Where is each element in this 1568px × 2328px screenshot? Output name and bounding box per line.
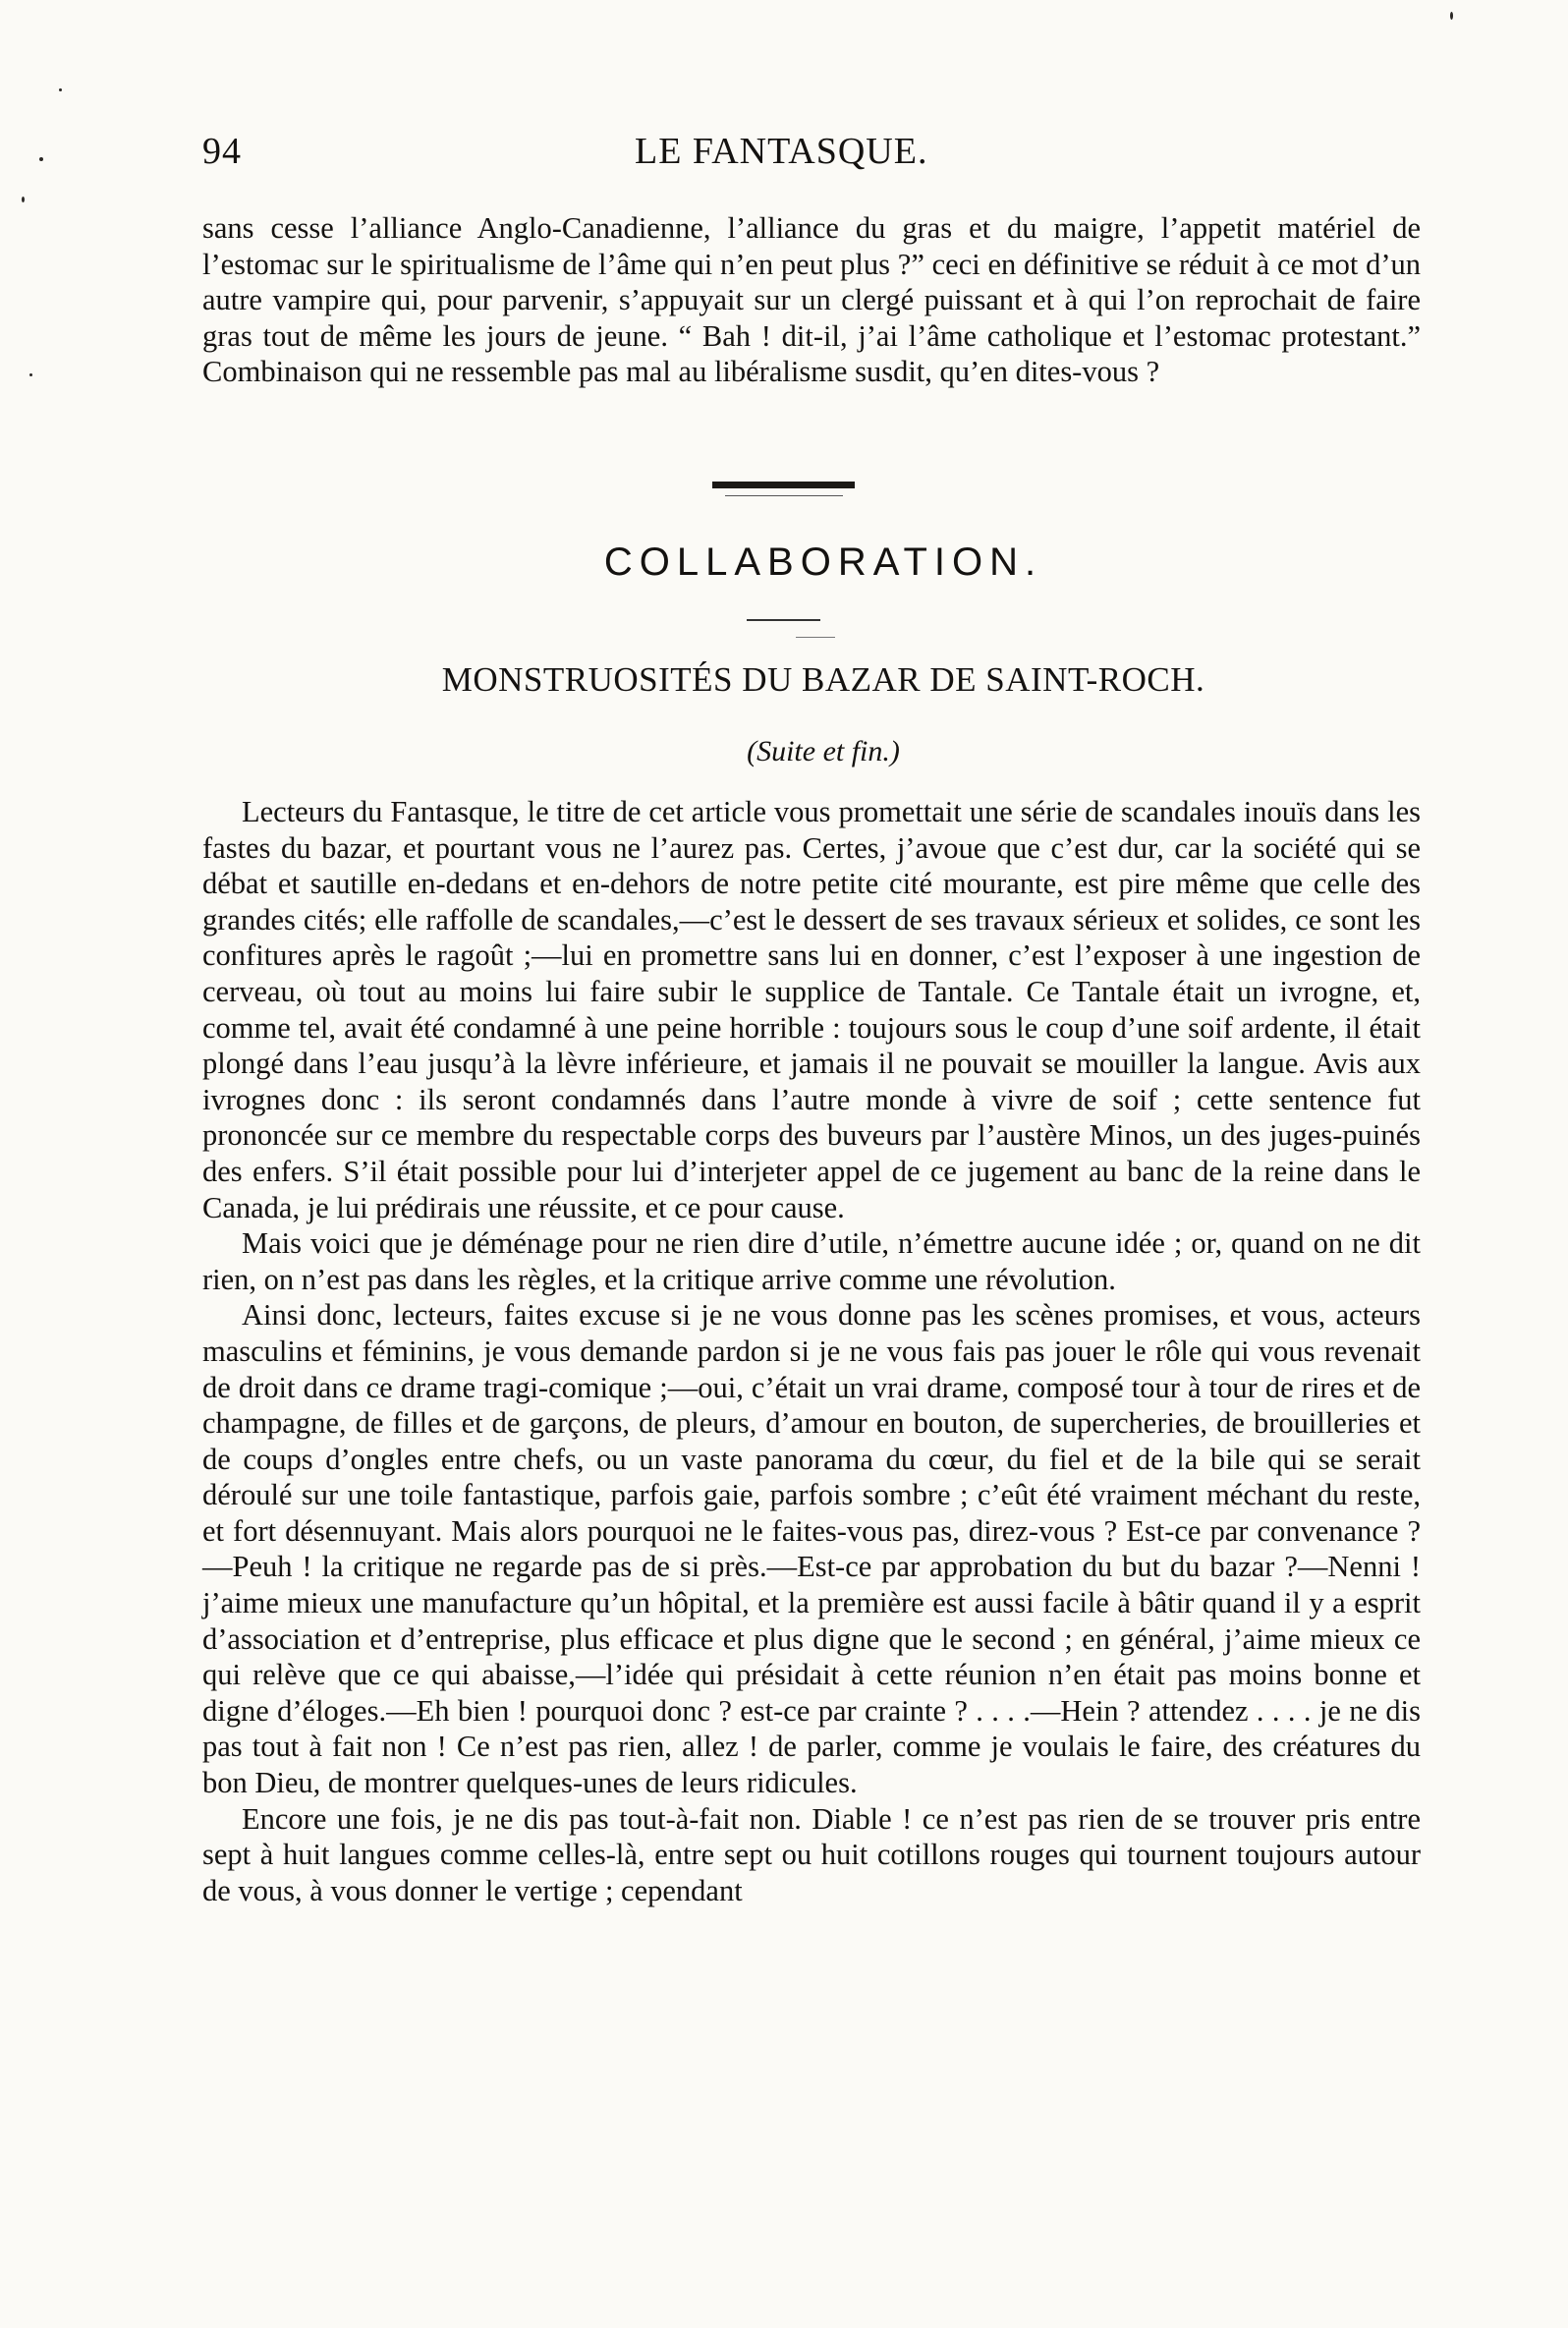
page-header (202, 130, 1185, 179)
top-paragraph: sans cesse l’alliance Anglo-Canadienne, l’alliance du gras et du maigre, l’appetit matériel de l’estomac sur le spiritualisme de l’âme qui n’en peut plus ?” ceci en définitive se réduit à ce mot d’un autre vampire qui, pour parvenir, s’appuyait sur un clergé puissant et à qui l’on reprochait de faire gras tout de même les jours de jeune. “ Bah ! dit-il, j’ai l’âme catholique et l’estomac protestant.” Combinaison qui ne ressemble pas mal au libéralisme susdit, qu’en dites-vous ? (202, 211, 1421, 389)
body-paragraph-2: Mais voici que je déménage pour ne rien dire d’utile, n’émettre aucune idée ; or, quand on ne dit rien, on n’est pas dans les règles, et la critique arrive comme une révolution. (202, 1226, 1421, 1296)
article-body (202, 794, 1421, 1908)
section-divider-thin (725, 495, 843, 496)
title-divider-dot (796, 637, 835, 638)
ink-speck (29, 373, 32, 376)
article-subtitle: (Suite et fin.) (747, 735, 900, 767)
body-paragraph-4: Encore une fois, je ne dis pas tout-à-fait non. Diable ! ce n’est pas rien de se trouver pris entre sept à huit langues comme celles-là, entre sept ou huit cotillons rouges qui tournent toujours autour de vous, à vous donner le vertige ; cependant (202, 1801, 1421, 1907)
title-divider (747, 619, 820, 621)
body-paragraph-1: Lecteurs du Fantasque, le titre de cet article vous promettait une série de scandales inouïs dans les fastes du bazar, et pourtant vous ne l’aurez pas. Certes, j’avoue que c’est dur, car la société qui se débat et sautille en-dedans et en-dehors de notre petite cité mourante, est pire même que celle des grandes cités; elle raffolle de scandales,—c’est le dessert de ses travaux sérieux et solides, ce sont les confitures après le ragoût ;—lui en promettre sans lui en donner, c’est l’exposer à une ingestion de cerveau, où tout au moins lui faire subir le supplice de Tantale. Ce Tantale était un ivrogne, et, comme tel, avait été condamné à une peine horrible : toujours sous le coup d’une soif ardente, il était plongé dans l’eau jusqu’à la lèvre inférieure, et jamais il ne pouvait se mouiller la langue. Avis aux ivrognes donc : ils seront condamnés dans l’autre monde à vivre de soif ; cette sentence fut prononcée sur ce membre du respectable corps des buveurs par l’austère Minos, un des juges-puinés des enfers. S’il était possible pour lui d’interjeter appel de ce jugement au banc de la reine dans le Canada, je lui prédirais une réussite, et ce pour cause. (202, 795, 1421, 1224)
ink-speck (39, 157, 43, 161)
running-head: LE FANTASQUE. (635, 131, 928, 172)
top-text-block (202, 210, 1421, 390)
section-divider (712, 482, 855, 488)
article-title: MONSTRUOSITÉS DU BAZAR DE SAINT-ROCH. (441, 660, 1205, 699)
ink-speck (1450, 12, 1453, 20)
body-paragraph-3: Ainsi donc, lecteurs, faites excuse si je ne vous donne pas les scènes promises, et vous, acteurs masculins et féminins, je vous demande pardon si je ne vous fais pas jouer le rôle qui vous revenait de droit dans ce drame tragi-comique ;—oui, c’était un vrai drame, composé tour à tour de rires et de champagne, de filles et de garçons, de pleurs, d’amour en bouton, de supercheries, de brouilleries et de coups d’ongles entre chefs, ou un vaste panorama du cœur, du fiel et de la bile qui se serait déroulé sur une toile fantastique, parfois gaie, parfois sombre ; c’eût été vraiment méchant du reste, et fort désennuyant. Mais alors pourquoi ne le faites-vous pas, direz-vous ? Est-ce par convenance ?—Peuh ! la critique ne regarde pas de si près.—Est-ce par approbation du but du bazar ?—Nenni ! j’aime mieux une manufacture qu’un hôpital, et la première est aussi facile à bâtir quand il y a esprit d’association et d’entreprise, plus efficace et plus digne que le second ; en général, j’aime mieux ce qui relève que ce qui abaisse,—l’idée qui présidait à cette réunion n’en était pas moins bonne et digne d’éloges.—Eh bien ! pourquoi donc ? est-ce par crainte ? . . . .—Hein ? attendez . . . . je ne dis pas tout à fait non ! Ce n’est pas rien, allez ! de parler, comme je voulais le faire, des créatures du bon Dieu, de montrer quelques-unes de leurs ridicules. (202, 1298, 1421, 1800)
ink-speck (59, 88, 62, 91)
section-title: COLLABORATION. (603, 540, 1043, 584)
page-number: 94 (202, 131, 242, 172)
ink-speck (22, 197, 25, 202)
